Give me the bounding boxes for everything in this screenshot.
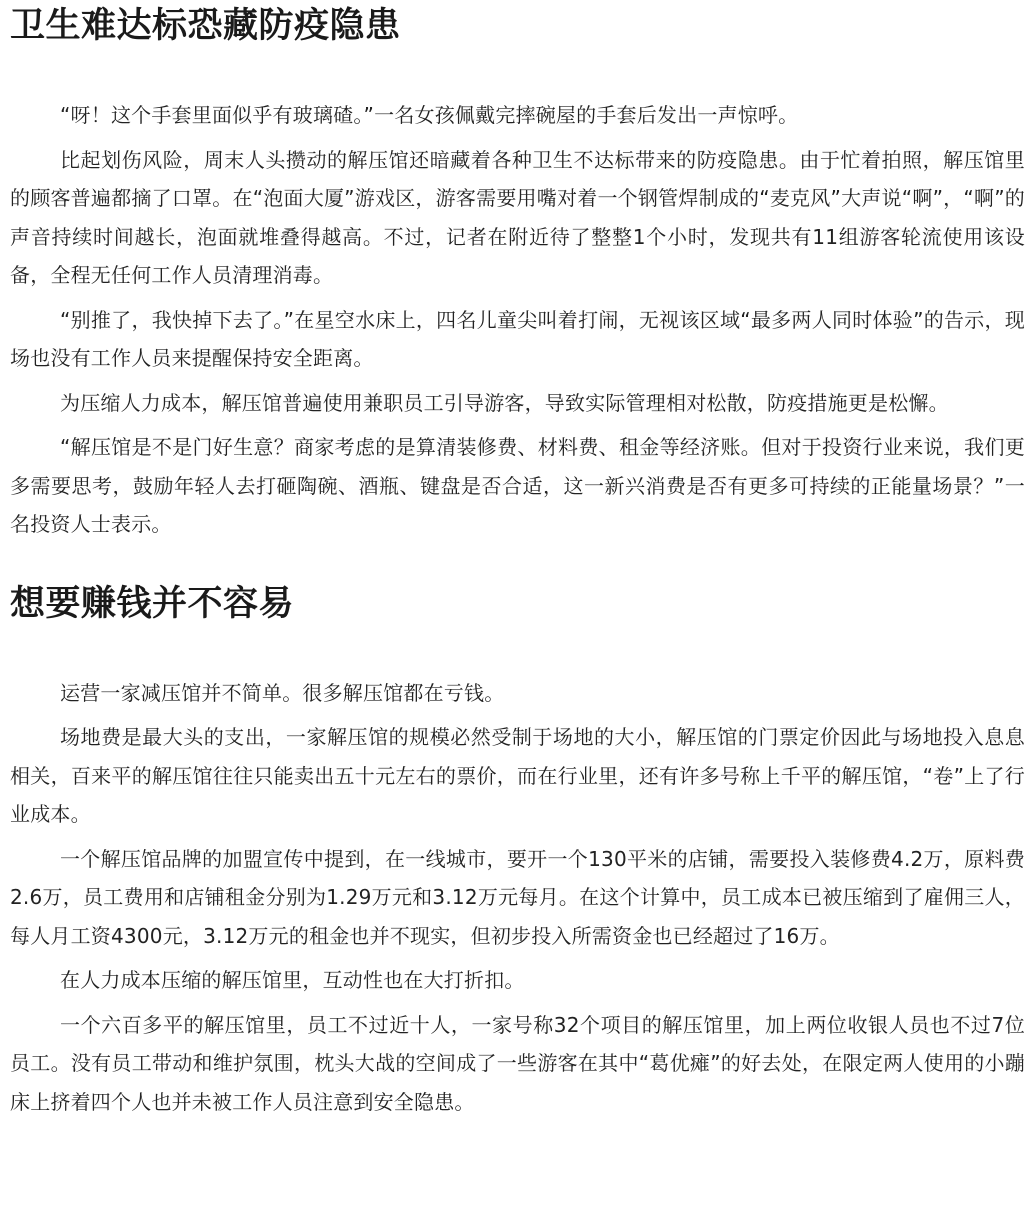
paragraph: “呀！这个手套里面似乎有玻璃碴。”一名女孩佩戴完摔碗屋的手套后发出一声惊呼。 [60,103,799,127]
section-title-profit: 想要赚钱并不容易 [10,583,295,624]
paragraph: 为压缩人力成本，解压馆普遍使用兼职员工引导游客，导致实际管理相对松散，防疫措施更是松懈。 [60,390,949,415]
paragraph: 一个六百多平的解压馆里，员工不过近十人，一家号称32个项目的解压馆里，加上两位收银人员也不过7位员工。没有员工带动和维护氛围，枕头大战的空间成了一些游客在其中“葛优瘫”的好去处，在限定两人使用的小蹦床上挤着四个人也并未被工作人员注意到安全隐患。 [10,1012,1025,1114]
section-title-hygiene: 卫生难达标恐藏防疫隐患 [10,6,401,46]
paragraph: 在人力成本压缩的解压馆里，互动性也在大打折扣。 [60,968,525,992]
paragraph: 运营一家减压馆并不简单。很多解压馆都在亏钱。 [60,680,505,705]
paragraph: 一个解压馆品牌的加盟宣传中提到，在一线城市，要开一个130平米的店铺，需要投入装修费4.2万，原料费2.6万，员工费用和店铺租金分别为1.29万元和3.12万元每月。在这个计算中，员工成本已被压缩到了雇佣三人，每人月工资4300元，3.12万元的租金也并不现实，但初步投入所需资金也已经超过了16万。 [10,846,1025,948]
paragraph: 比起划伤风险，周末人头攒动的解压馆还暗藏着各种卫生不达标带来的防疫隐患。由于忙着拍照，解压馆里的顾客普遍都摘了口罩。在“泡面大厦”游戏区，游客需要用嘴对着一个钢管焊制成的“麦克风”大声说“啊”，“啊”的声音持续时间越长，泡面就堆叠得越高。不过，记者在附近待了整整1个小时，发现共有11组游客轮流使用该设备，全程无任何工作人员清理消毒。 [10,147,1025,287]
paragraph: 场地费是最大头的支出，一家解压馆的规模必然受制于场地的大小，解压馆的门票定价因此与场地投入息息相关，百来平的解压馆往往只能卖出五十元左右的票价，而在行业里，还有许多号称上千平的解压馆，“卷”上了行业成本。 [10,725,1025,826]
paragraph: “别推了，我快掉下去了。”在星空水床上，四名儿童尖叫着打闹，无视该区域“最多两人同时体验”的告示，现场也没有工作人员来提醒保持安全距离。 [10,307,1025,370]
paragraph: “解压馆是不是门好生意？商家考虑的是算清装修费、材料费、租金等经济账。但对于投资行业来说，我们更多需要思考，鼓励年轻人去打砸陶碗、酒瓶、键盘是否合适，这一新兴消费是否有更多可持续的正能量场景？”一名投资人士表示。 [10,435,1025,536]
